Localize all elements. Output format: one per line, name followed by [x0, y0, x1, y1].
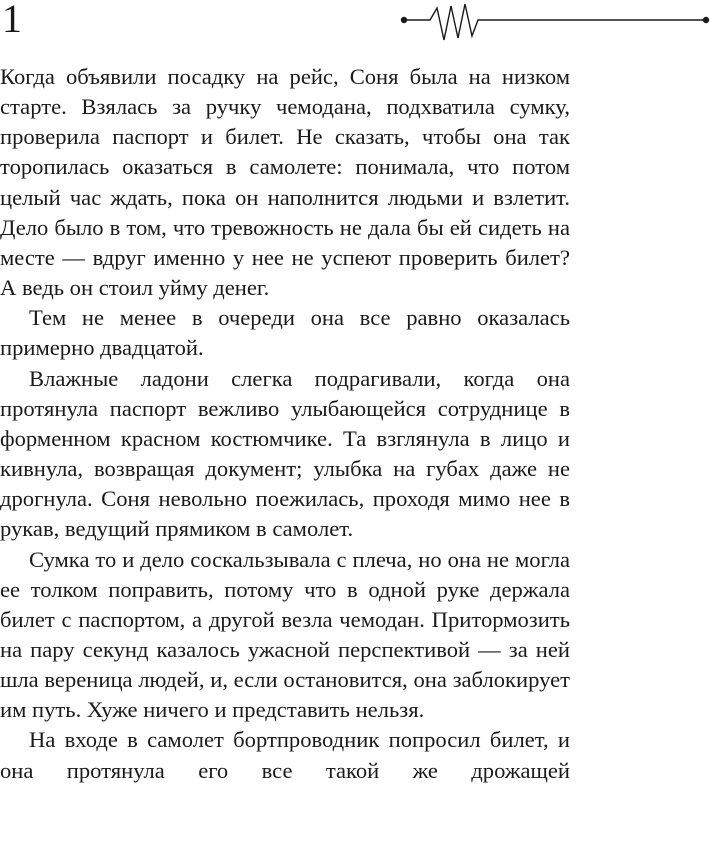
paragraph: Когда объявили посадку на рейс, Соня была на низком старте. Взялась за ручку чемодана, подхватила сумку, проверила паспорт и билет. Не сказать, чтобы она так торопилась оказаться в самолете: понимала, что потом целый час ждать, пока он наполнится людьми и взлетит. Дело было в том, что тревожность не дала бы ей сидеть на месте — вдруг именно у нее не успеют проверить билет? А ведь он стоил уйму денег. — [0, 64, 570, 301]
paragraph: Тем не менее в очереди она все равно оказалась примерно двадцатой. — [0, 305, 570, 361]
paragraph: Сумка то и дело соскальзывала с плеча, но она не могла ее толком поправить, потому что в одной руке держала билет с паспортом, а другой везла чемодан. Притормозить на пару секунд казалось ужасной перспективой — за ней шла вереница людей, и, если остановится, она заблокирует им путь. Хуже ничего и представить нельзя. — [0, 546, 570, 723]
paragraph: Влажные ладони слегка подрагивали, когда она протянула паспорт вежливо улыбающейся сотруднице в форменном красном костюмчике. Та взглянула в лицо и кивнула, возвращая документ; улыбка на губах даже не дрогнула. Соня невольно поежилась, проходя мимо нее в рукав, ведущий прямиком в самолет. — [0, 365, 570, 542]
paragraph: На входе в самолет бортпроводник попросил билет, и она протянула его все такой же дрожащей — [0, 727, 570, 783]
chapter-number: 1 — [2, 0, 22, 41]
body-text — [0, 62, 570, 786]
heartbeat-line-icon — [400, 0, 710, 44]
